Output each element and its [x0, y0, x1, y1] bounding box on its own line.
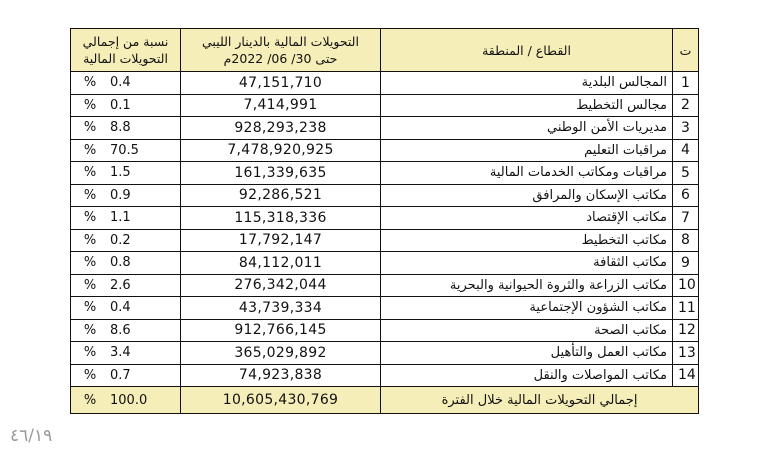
percent-value: 2.6 [110, 277, 131, 293]
total-percent-sign: % [83, 392, 97, 408]
total-row [71, 387, 699, 414]
total-amount: 10,605,430,769 [181, 387, 381, 414]
percent-cell [71, 364, 181, 387]
percent-sign: % [83, 300, 97, 316]
table-row [71, 94, 699, 117]
sector-name-cell: مديريات الأمن الوطني [381, 117, 673, 140]
row-index-cell: 4 [673, 139, 699, 162]
percent-sign: % [83, 142, 97, 158]
percent-value: 1.5 [110, 165, 131, 181]
percent-sign: % [83, 232, 97, 248]
percent-cell [71, 274, 181, 297]
row-index-cell: 11 [673, 297, 699, 320]
header-amount-line2: حتى 30/ 06/ 2022م [223, 51, 338, 66]
percent-cell [71, 207, 181, 230]
row-index-cell: 13 [673, 342, 699, 365]
amount-cell: 43,739,334 [181, 297, 381, 320]
transfers-table [70, 28, 699, 414]
table-row [71, 184, 699, 207]
row-index-cell: 2 [673, 94, 699, 117]
percent-cell [71, 162, 181, 185]
page-number-mark: ٤٦/١٩ [10, 426, 53, 446]
percent-value: 3.4 [110, 345, 131, 361]
amount-cell: 928,293,238 [181, 117, 381, 140]
sector-name-cell: مجالس التخطيط [381, 94, 673, 117]
table-row [71, 207, 699, 230]
table-body [71, 72, 699, 387]
row-index-cell: 1 [673, 72, 699, 95]
row-index-cell: 12 [673, 319, 699, 342]
header-amount [181, 29, 381, 72]
percent-value: 0.2 [110, 232, 131, 248]
percent-cell [71, 229, 181, 252]
sector-name-cell: مكاتب العمل والتأهيل [381, 342, 673, 365]
total-label: إجمالي التحويلات المالية خلال الفترة [381, 387, 699, 414]
amount-cell: 84,112,011 [181, 252, 381, 275]
amount-cell: 47,151,710 [181, 72, 381, 95]
percent-value: 70.5 [110, 142, 139, 158]
table-row [71, 162, 699, 185]
table-row [71, 117, 699, 140]
sector-name-cell: مكاتب المواصلات والنقل [381, 364, 673, 387]
percent-cell [71, 184, 181, 207]
table-row [71, 297, 699, 320]
amount-cell: 365,029,892 [181, 342, 381, 365]
percent-value: 0.8 [110, 255, 131, 271]
row-index-cell: 8 [673, 229, 699, 252]
amount-cell: 115,318,336 [181, 207, 381, 230]
total-percent-value: 100.0 [110, 392, 148, 408]
row-index-cell: 14 [673, 364, 699, 387]
percent-sign: % [83, 345, 97, 361]
row-index-cell: 7 [673, 207, 699, 230]
table-row [71, 139, 699, 162]
percent-sign: % [83, 367, 97, 383]
sector-name-cell: مكاتب التخطيط [381, 229, 673, 252]
percent-cell [71, 117, 181, 140]
sector-name-cell: مراقبات ومكاتب الخدمات المالية [381, 162, 673, 185]
percent-sign: % [83, 97, 97, 113]
header-amount-line1: التحويلات المالية بالدينار الليبي [202, 34, 359, 49]
table-row [71, 229, 699, 252]
percent-cell [71, 139, 181, 162]
table-row [71, 252, 699, 275]
table-row [71, 319, 699, 342]
row-index-cell: 6 [673, 184, 699, 207]
percent-value: 0.4 [110, 75, 131, 91]
total-percent-cell [71, 387, 181, 414]
row-index-cell: 9 [673, 252, 699, 275]
row-index-cell: 3 [673, 117, 699, 140]
row-index-cell: 5 [673, 162, 699, 185]
sector-name-cell: المجالس البلدية [381, 72, 673, 95]
table-row [71, 364, 699, 387]
percent-cell [71, 252, 181, 275]
amount-cell: 912,766,145 [181, 319, 381, 342]
percent-sign: % [83, 75, 97, 91]
sector-name-cell: مكاتب الإسكان والمرافق [381, 184, 673, 207]
percent-sign: % [83, 210, 97, 226]
percent-sign: % [83, 322, 97, 338]
header-sector: القطاع / المنطقة [381, 29, 673, 72]
sector-name-cell: مكاتب الإقتصاد [381, 207, 673, 230]
header-row [71, 29, 699, 72]
percent-sign: % [83, 165, 97, 181]
percent-value: 0.4 [110, 300, 131, 316]
header-index: ت [673, 29, 699, 72]
percent-cell [71, 94, 181, 117]
percent-value: 8.6 [110, 322, 131, 338]
percent-cell [71, 319, 181, 342]
sector-name-cell: مكاتب الثقافة [381, 252, 673, 275]
percent-cell [71, 297, 181, 320]
percent-sign: % [83, 255, 97, 271]
percent-value: 8.8 [110, 120, 131, 136]
amount-cell: 74,923,838 [181, 364, 381, 387]
amount-cell: 161,339,635 [181, 162, 381, 185]
table-row [71, 274, 699, 297]
sector-name-cell: مكاتب الصحة [381, 319, 673, 342]
percent-value: 0.7 [110, 367, 131, 383]
amount-cell: 92,286,521 [181, 184, 381, 207]
header-percent: نسبة من إجمالي التحويلات المالية [71, 29, 181, 72]
amount-cell: 276,342,044 [181, 274, 381, 297]
percent-sign: % [83, 187, 97, 203]
percent-cell [71, 72, 181, 95]
amount-cell: 7,478,920,925 [181, 139, 381, 162]
percent-cell [71, 342, 181, 365]
percent-value: 0.9 [110, 187, 131, 203]
amount-cell: 17,792,147 [181, 229, 381, 252]
percent-sign: % [83, 277, 97, 293]
sector-name-cell: مراقبات التعليم [381, 139, 673, 162]
table-row [71, 72, 699, 95]
percent-value: 0.1 [110, 97, 131, 113]
row-index-cell: 10 [673, 274, 699, 297]
amount-cell: 7,414,991 [181, 94, 381, 117]
sector-name-cell: مكاتب الشؤون الإجتماعية [381, 297, 673, 320]
percent-sign: % [83, 120, 97, 136]
percent-value: 1.1 [110, 210, 131, 226]
table-row [71, 342, 699, 365]
sector-name-cell: مكاتب الزراعة والثروة الحيوانية والبحرية [381, 274, 673, 297]
